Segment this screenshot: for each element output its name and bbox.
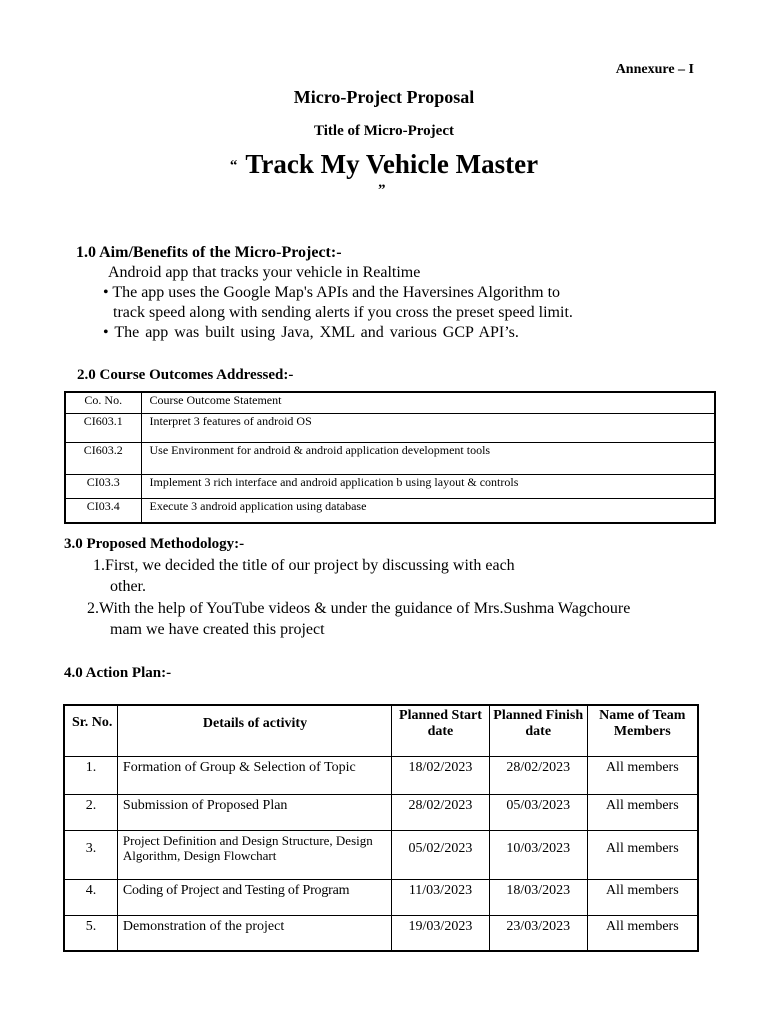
open-quote: “	[229, 158, 238, 174]
item-number: 2.	[87, 600, 99, 617]
team-members: All members	[587, 879, 698, 915]
activity: Coding of Project and Testing of Program	[117, 879, 391, 915]
activity: Demonstration of the project	[117, 915, 391, 951]
proposal-title: Micro-Project Proposal	[293, 87, 475, 107]
section4-heading: 4.0 Action Plan:-	[64, 665, 172, 681]
section1-bullet-2	[103, 324, 519, 342]
finish-date: 23/03/2023	[489, 915, 587, 951]
table-header-row	[65, 392, 715, 413]
activity: Formation of Group & Selection of Topic	[117, 756, 391, 794]
co-number: CI603.1	[65, 413, 141, 442]
course-outcomes-table	[64, 391, 716, 524]
finish-date: 18/03/2023	[489, 879, 587, 915]
column-header-team: Name of Team Members	[587, 705, 698, 756]
finish-date: 05/03/2023	[489, 794, 587, 830]
table-row	[64, 756, 698, 794]
start-date: 11/03/2023	[392, 879, 490, 915]
co-statement: Implement 3 rich interface and android application b using layout & controls	[141, 474, 715, 498]
bullet-text: The app uses the Google Map's APIs and the Haversines Algorithm to	[112, 284, 561, 301]
column-header-activity: Details of activity	[117, 705, 391, 756]
team-members: All members	[587, 830, 698, 879]
bullet-icon: •	[103, 324, 109, 341]
sr-no: 1.	[64, 756, 117, 794]
table-row	[65, 474, 715, 498]
column-header-finish: Planned Finish date	[489, 705, 587, 756]
table-row	[64, 830, 698, 879]
start-date: 05/02/2023	[392, 830, 490, 879]
column-header-start: Planned Start date	[392, 705, 490, 756]
project-title-line	[0, 149, 768, 180]
action-plan-table	[63, 704, 699, 952]
section3-heading: 3.0 Proposed Methodology:-	[64, 536, 245, 552]
co-number: CI03.3	[65, 474, 141, 498]
column-header: Co. No.	[65, 392, 141, 413]
item-number: 1.	[93, 557, 105, 574]
sr-no: 2.	[64, 794, 117, 830]
section1-intro: Android app that tracks your vehicle in Realtime	[108, 264, 421, 281]
title-label: Title of Micro-Project	[314, 123, 454, 139]
start-date: 19/03/2023	[392, 915, 490, 951]
project-title: Track My Vehicle Master	[245, 149, 539, 179]
section1-bullet-1-cont: track speed along with sending alerts if you cross the preset speed limit.	[113, 304, 573, 321]
methodology-item-1-cont: other.	[110, 578, 146, 595]
item-text: With the help of YouTube videos & under the guidance of Mrs.Sushma Wagchoure	[99, 600, 631, 617]
close-quote: ”	[378, 182, 386, 198]
co-statement: Interpret 3 features of android OS	[141, 413, 715, 442]
sr-no: 3.	[64, 830, 117, 879]
table-header-row	[64, 705, 698, 756]
table-row	[65, 498, 715, 523]
table-row	[65, 442, 715, 474]
section1-bullet-1	[103, 284, 560, 302]
team-members: All members	[587, 794, 698, 830]
methodology-item-2-cont: mam we have created this project	[110, 621, 325, 638]
section2-heading: 2.0 Course Outcomes Addressed:-	[77, 367, 294, 383]
methodology-item-2	[87, 600, 630, 618]
table-row	[64, 794, 698, 830]
activity: Project Definition and Design Structure, Design Algorithm, Design Flowchart	[117, 830, 391, 879]
co-number: CI03.4	[65, 498, 141, 523]
start-date: 28/02/2023	[392, 794, 490, 830]
co-number: CI603.2	[65, 442, 141, 474]
co-statement: Execute 3 android application using database	[141, 498, 715, 523]
annexure-label: Annexure – I	[615, 62, 694, 77]
bullet-text: The app was built using Java, XML and various GCP API’s.	[114, 324, 519, 341]
table-row	[65, 413, 715, 442]
bullet-icon: •	[103, 284, 109, 301]
table-row	[64, 879, 698, 915]
start-date: 18/02/2023	[392, 756, 490, 794]
column-header: Course Outcome Statement	[141, 392, 715, 413]
column-header-sr-no: Sr. No.	[64, 705, 117, 756]
finish-date: 10/03/2023	[489, 830, 587, 879]
sr-no: 4.	[64, 879, 117, 915]
item-text: First, we decided the title of our project by discussing with each	[105, 557, 515, 574]
team-members: All members	[587, 756, 698, 794]
methodology-item-1	[93, 557, 515, 575]
finish-date: 28/02/2023	[489, 756, 587, 794]
section1-heading: 1.0 Aim/Benefits of the Micro-Project:-	[76, 244, 342, 261]
activity: Submission of Proposed Plan	[117, 794, 391, 830]
co-statement: Use Environment for android & android application development tools	[141, 442, 715, 474]
team-members: All members	[587, 915, 698, 951]
sr-no: 5.	[64, 915, 117, 951]
table-row	[64, 915, 698, 951]
